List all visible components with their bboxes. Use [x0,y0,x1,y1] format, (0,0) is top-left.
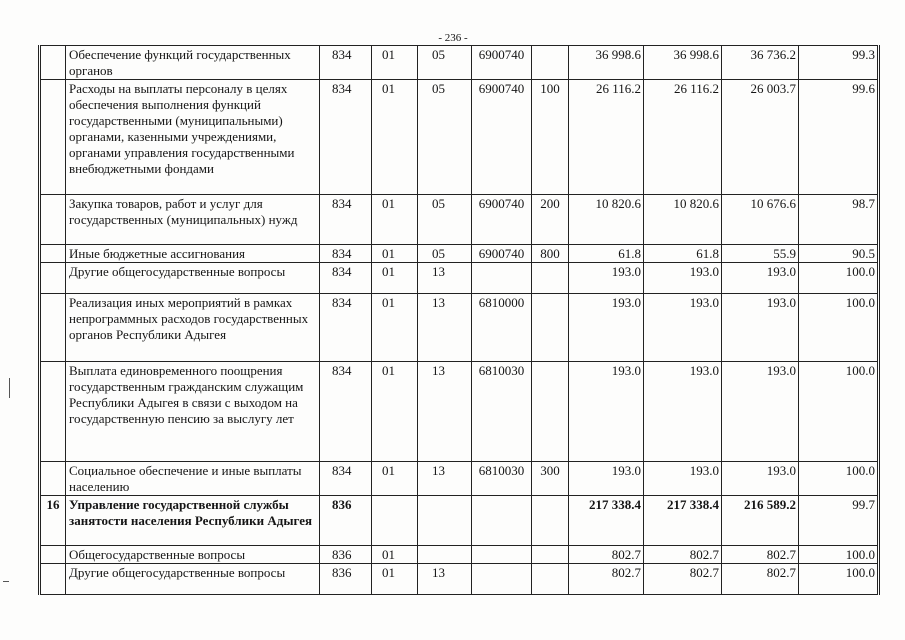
target-article-cell: 6810000 [472,294,532,362]
refined-amount-cell: 193.0 [644,362,722,462]
subsection-code-cell: 05 [418,245,472,263]
execution-percent-cell: 100.0 [799,462,879,496]
expense-type-cell [532,362,569,462]
target-article-cell: 6900740 [472,195,532,245]
execution-percent-cell: 100.0 [799,294,879,362]
execution-percent-cell: 99.3 [799,46,879,80]
target-article-cell [472,546,532,564]
description-cell: Реализация иных мероприятий в рамках непрограммных расходов государственных органов Республики Адыгея [66,294,320,362]
executed-amount-cell: 55.9 [722,245,799,263]
refined-amount-cell: 193.0 [644,263,722,294]
executed-amount-cell: 802.7 [722,564,799,595]
executed-amount-cell: 193.0 [722,362,799,462]
execution-percent-cell: 90.5 [799,245,879,263]
table-body [40,46,879,595]
target-article-cell: 6900740 [472,46,532,80]
section-code-cell: 01 [372,294,418,362]
target-article-cell [472,564,532,595]
table-row [40,263,879,294]
description-cell: Управление государственной службы занятости населения Республики Адыгея [66,496,320,546]
table-row [40,245,879,263]
executed-amount-cell: 802.7 [722,546,799,564]
approved-amount-cell: 193.0 [569,294,644,362]
execution-percent-cell: 98.7 [799,195,879,245]
target-article-cell [472,263,532,294]
row-number-cell [40,564,66,595]
department-code-cell: 834 [320,195,372,245]
expense-type-cell [532,263,569,294]
subsection-code-cell [418,546,472,564]
section-code-cell [372,496,418,546]
row-number-cell [40,195,66,245]
subsection-code-cell: 13 [418,294,472,362]
approved-amount-cell: 802.7 [569,564,644,595]
description-cell: Выплата единовременного поощрения государственным гражданским служащим Республики Адыгея в связи с выходом на государственную пенсию за выслугу лет [66,362,320,462]
table-row [40,564,879,595]
row-number-cell [40,294,66,362]
approved-amount-cell: 217 338.4 [569,496,644,546]
expense-type-cell: 800 [532,245,569,263]
approved-amount-cell: 193.0 [569,263,644,294]
table-row [40,195,879,245]
subsection-code-cell: 13 [418,462,472,496]
refined-amount-cell: 61.8 [644,245,722,263]
department-code-cell: 834 [320,263,372,294]
description-cell: Другие общегосударственные вопросы [66,263,320,294]
approved-amount-cell: 802.7 [569,546,644,564]
row-number-cell [40,362,66,462]
subsection-code-cell [418,496,472,546]
row-number-cell [40,245,66,263]
refined-amount-cell: 26 116.2 [644,80,722,195]
scan-margin-dash [3,581,9,582]
executed-amount-cell: 193.0 [722,263,799,294]
row-number-cell [40,80,66,195]
row-number-cell [40,46,66,80]
refined-amount-cell: 802.7 [644,546,722,564]
executed-amount-cell: 193.0 [722,294,799,362]
department-code-cell: 836 [320,496,372,546]
refined-amount-cell: 193.0 [644,462,722,496]
target-article-cell: 6900740 [472,245,532,263]
executed-amount-cell: 193.0 [722,462,799,496]
approved-amount-cell: 10 820.6 [569,195,644,245]
subsection-code-cell: 05 [418,80,472,195]
section-code-cell: 01 [372,462,418,496]
section-code-cell: 01 [372,564,418,595]
row-number-cell: 16 [40,496,66,546]
department-code-cell: 834 [320,80,372,195]
expense-type-cell [532,294,569,362]
budget-execution-table [38,45,880,595]
executed-amount-cell: 36 736.2 [722,46,799,80]
executed-amount-cell: 26 003.7 [722,80,799,195]
page-number: - 236 - [438,32,468,44]
description-cell: Обеспечение функций государственных органов [66,46,320,80]
department-code-cell: 834 [320,294,372,362]
table-row [40,462,879,496]
approved-amount-cell: 61.8 [569,245,644,263]
subsection-code-cell: 13 [418,564,472,595]
expense-type-cell: 100 [532,80,569,195]
description-cell: Общегосударственные вопросы [66,546,320,564]
expense-type-cell: 200 [532,195,569,245]
expense-type-cell [532,564,569,595]
table-row [40,294,879,362]
target-article-cell: 6810030 [472,362,532,462]
expense-type-cell: 300 [532,462,569,496]
target-article-cell: 6810030 [472,462,532,496]
section-code-cell: 01 [372,80,418,195]
department-code-cell: 834 [320,46,372,80]
subsection-code-cell: 05 [418,195,472,245]
department-code-cell: 834 [320,462,372,496]
section-code-cell: 01 [372,546,418,564]
section-code-cell: 01 [372,245,418,263]
expense-type-cell [532,46,569,80]
department-code-cell: 836 [320,546,372,564]
row-number-cell [40,263,66,294]
description-cell: Расходы на выплаты персоналу в целях обеспечения выполнения функций государственными (муниципальными) органами, казенными учреждениями, органами управления государственными внебюджетными фондами [66,80,320,195]
subsection-code-cell: 13 [418,263,472,294]
refined-amount-cell: 802.7 [644,564,722,595]
target-article-cell [472,496,532,546]
approved-amount-cell: 36 998.6 [569,46,644,80]
section-code-cell: 01 [372,362,418,462]
execution-percent-cell: 99.6 [799,80,879,195]
department-code-cell: 834 [320,245,372,263]
description-cell: Другие общегосударственные вопросы [66,564,320,595]
row-number-cell [40,546,66,564]
section-heading-row [40,496,879,546]
department-code-cell: 834 [320,362,372,462]
execution-percent-cell: 100.0 [799,263,879,294]
refined-amount-cell: 217 338.4 [644,496,722,546]
refined-amount-cell: 193.0 [644,294,722,362]
table-row [40,362,879,462]
approved-amount-cell: 193.0 [569,462,644,496]
executed-amount-cell: 216 589.2 [722,496,799,546]
execution-percent-cell: 100.0 [799,362,879,462]
expense-type-cell [532,546,569,564]
executed-amount-cell: 10 676.6 [722,195,799,245]
refined-amount-cell: 10 820.6 [644,195,722,245]
subsection-code-cell: 05 [418,46,472,80]
execution-percent-cell: 100.0 [799,546,879,564]
target-article-cell: 6900740 [472,80,532,195]
approved-amount-cell: 26 116.2 [569,80,644,195]
execution-percent-cell: 99.7 [799,496,879,546]
section-code-cell: 01 [372,195,418,245]
row-number-cell [40,462,66,496]
refined-amount-cell: 36 998.6 [644,46,722,80]
expense-type-cell [532,496,569,546]
approved-amount-cell: 193.0 [569,362,644,462]
scan-margin-mark [9,378,10,398]
section-code-cell: 01 [372,263,418,294]
table-row [40,46,879,80]
description-cell: Закупка товаров, работ и услуг для государственных (муниципальных) нужд [66,195,320,245]
subsection-code-cell: 13 [418,362,472,462]
description-cell: Иные бюджетные ассигнования [66,245,320,263]
execution-percent-cell: 100.0 [799,564,879,595]
section-code-cell: 01 [372,46,418,80]
table-row [40,80,879,195]
department-code-cell: 836 [320,564,372,595]
description-cell: Социальное обеспечение и иные выплаты населению [66,462,320,496]
table-row [40,546,879,564]
